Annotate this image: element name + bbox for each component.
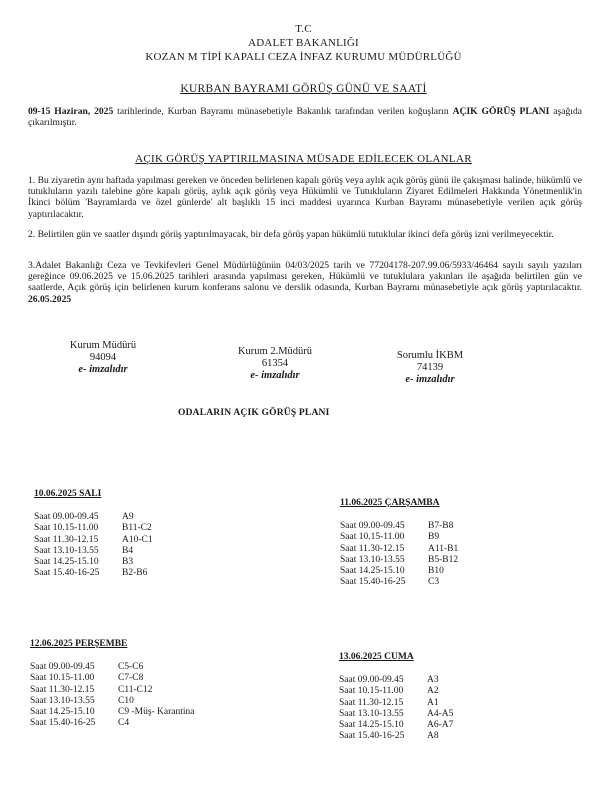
signature-deputy-director: [215, 346, 335, 382]
time-slot: Saat 14.25-15.10 B3: [34, 557, 134, 568]
day-date: 11.06.2025 ÇARŞAMBA: [340, 498, 440, 508]
day-date: 13.06.2025 CUMA: [339, 652, 414, 662]
time-slot: Saat 15.40-16-25 A8: [339, 731, 439, 742]
day-block-wednesday: [340, 498, 540, 589]
time-slot: Saat 14.25-15.10 A6-A7: [339, 720, 454, 731]
signature-role: Sorumlu İKBM: [396, 350, 464, 361]
time-slot: Saat 14.25-15.10 C9 -Müş- Karantina: [30, 707, 195, 718]
time-slot: Saat 09.00-09.45 B7-B8: [340, 521, 454, 531]
signature-esig: e- imzalıdır: [405, 374, 455, 385]
header-ministry: ADALET BAKANLIĞI: [248, 37, 359, 49]
header-tc: T.C: [295, 23, 312, 35]
day-block-friday: [339, 652, 539, 743]
time-slot: Saat 11.30-12.15 A10-C1: [34, 534, 153, 545]
signature-code: 61354: [261, 358, 289, 369]
intro-paragraph: [28, 106, 582, 128]
plan-title: ODALARIN AÇIK GÖRÜŞ PLANI: [178, 408, 330, 418]
signature-role: Kurum 2.Müdürü: [237, 346, 313, 357]
day-block-thursday: [30, 639, 230, 730]
time-slot: Saat 13.10-13.55 B5-B12: [340, 554, 459, 565]
time-slot: Saat 13.10-13.55 B4: [34, 545, 134, 556]
rule-3: [28, 260, 582, 305]
time-slot: Saat 11.30-12.15 A11-B1: [340, 543, 459, 554]
time-slot: Saat 15.40-16-25 B2-B6: [34, 568, 148, 579]
time-slot: Saat 15.40-16-25 C3: [340, 577, 440, 588]
intro-text-2: aşağıda çıkarılmıştır.: [28, 106, 582, 129]
signature-ikbm: [375, 350, 485, 386]
intro-plan-label: AÇIK GÖRÜŞ PLANI: [452, 106, 550, 117]
time-slot: Saat 09.00-09.45 C5-C6: [30, 662, 144, 672]
signature-code: 74139: [416, 362, 444, 373]
signature-role: Kurum Müdürü: [69, 340, 137, 351]
day-date: 10.06.2025 SALI: [34, 489, 102, 499]
signature-esig: e- imzalıdır: [250, 370, 300, 381]
time-slot: Saat 10.15-11.00 B9: [340, 532, 440, 543]
time-slot: Saat 10.15-11.00 C7-C8: [30, 673, 144, 684]
time-slot: Saat 09.00-09.45 A3: [339, 675, 439, 685]
rule-3-text: 3.Adalet Bakanlığı Ceza ve Tevkifevleri Genel Müdürlüğünün 04/03/2025 tarih ve 77204178-207.99.06/5933/46464 sayılı sayılı yazıları gereğince 09.06.2025 ve 15.06.2025 tarihleri arasında yapılması gereken, Hükümlü ve tutuklulara yakınları ile aşağıda belirtilen gün ve saatlerde, Açık görüş için belirlenen kurum konferans salonu ve derslik odasında, Kurban Bayramı münasebetiyle açık görüş yaptırılacaktır.: [28, 260, 582, 294]
time-slot: Saat 11.30-12.15 A1: [339, 697, 439, 708]
document-title: KURBAN BAYRAMI GÖRÜŞ GÜNÜ VE SAATİ: [180, 83, 427, 95]
time-slot: Saat 10.15-11.00 B11-C2: [34, 523, 152, 534]
rule-2: 2. Belirtilen gün ve saatler dışındı görüş yaptırılmayacak, bir defa görüş yapan hükümlü tutuklular ikinci defa görüş izni verilmeyecektir.: [28, 229, 554, 240]
header-institution: KOZAN M TİPİ KAPALI CEZA İNFAZ KURUMU MÜDÜRLÜĞÜ: [145, 51, 462, 63]
time-slot: Saat 13.10-13.55 A4-A5: [339, 708, 454, 719]
time-slot: Saat 09.00-09.45 A9: [34, 512, 134, 522]
intro-date: 09-15 Haziran, 2025: [28, 106, 114, 117]
time-slot: Saat 13.10-13.55 C10: [30, 695, 134, 706]
time-slot: Saat 15.40-16-25 C4: [30, 718, 130, 729]
time-slot: Saat 14.25-15.10 B10: [340, 566, 444, 577]
time-slot: Saat 11.30-12.15 C11-C12: [30, 684, 153, 695]
time-slot: Saat 10.15-11.00 A2: [339, 686, 439, 697]
day-block-tuesday: [34, 489, 234, 580]
signature-esig: e- imzalıdır: [78, 364, 128, 375]
signature-code: 94094: [89, 352, 117, 363]
rule-3-date: 26.05.2025: [28, 293, 72, 305]
day-date: 12.06.2025 PERŞEMBE: [30, 639, 128, 649]
intro-text-1: tarihlerinde, Kurban Bayramı münasebetiyle Bakanlık tarafından verilen koğuşların: [113, 106, 453, 117]
rule-1: 1. Bu ziyaretin aynı haftada yapılması gereken ve önceden belirlenen kapalı görüş veya aylık açık görüş günü ile çakışması halinde, hükümlü ve tutukluların yazılı talebine göre kapalı görüş, aylık açık görüş veya Hükümlü ve Tutukluların Ziyaret Edilmeleri Hakkında Yönetmenlik'in İkinci bölüm 'Bayramlarda ve özel günlerde' alt başlıklı 15 inci maddesi uyarınca Kurban Bayramı münasebetiyle verilen açık görüş yaptırılacaktır.: [28, 175, 582, 220]
section-subtitle: AÇIK GÖRÜŞ YAPTIRILMASINA MÜSADE EDİLECEK OLANLAR: [135, 153, 472, 165]
signature-director: [48, 340, 158, 376]
